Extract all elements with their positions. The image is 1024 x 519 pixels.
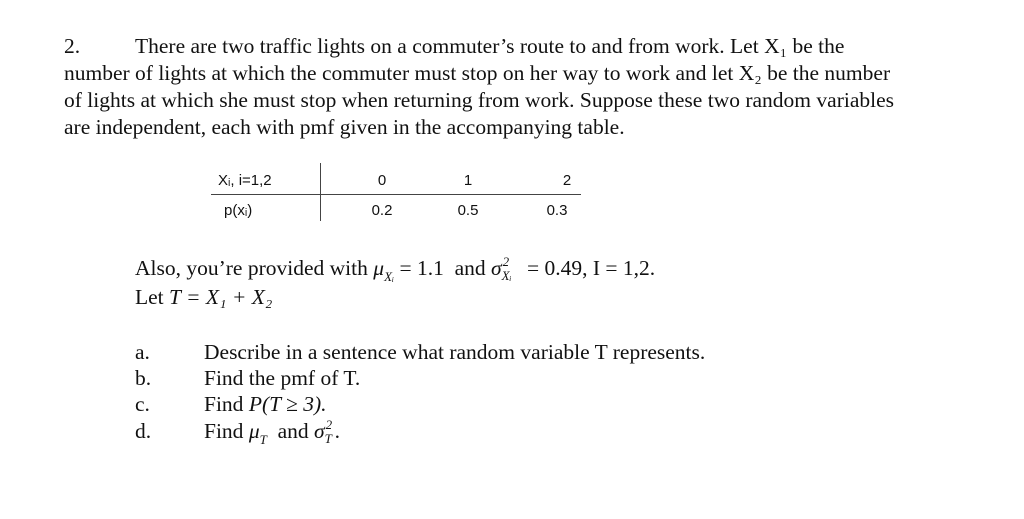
table-row-label-x: Xᵢ, i=1,2 xyxy=(218,172,272,189)
sigma-t-subscript: T xyxy=(324,431,332,446)
t-definition: T = X₁ + X₂ xyxy=(169,285,273,309)
mu-subscript: Xᵢ xyxy=(384,269,395,284)
sigma-t-superscript: 2 xyxy=(325,417,333,432)
table-vertical-rule xyxy=(320,163,321,221)
mu-t-symbol: μ xyxy=(248,419,260,443)
problem-number: 2. xyxy=(64,34,81,58)
sigma-t-symbol: σ xyxy=(314,419,325,443)
probability-expression: P(T ≥ 3). xyxy=(248,392,327,416)
question-letter: c. xyxy=(135,392,150,416)
intro-line-1: There are two traffic lights on a commuter’s route to and from work. Let X₁ be the xyxy=(135,34,845,58)
question-text: Find the pmf of T. xyxy=(204,366,361,390)
question-text xyxy=(204,418,340,448)
question-text: Describe in a sentence what random variable T represents. xyxy=(204,340,706,364)
intro-line-2: number of lights at which the commuter must stop on her way to work and let X₂ be the number xyxy=(64,61,891,85)
sigma-value: = 0.49, I = 1,2. xyxy=(526,256,656,280)
intro-line-3: of lights at which she must stop when returning from work. Suppose these two random variables xyxy=(64,88,894,112)
mu-symbol: μ xyxy=(373,256,385,280)
t-definition-line xyxy=(135,284,272,311)
period: . xyxy=(334,419,340,443)
mu-t-subscript: T xyxy=(259,432,267,447)
sigma-superscript: 2 xyxy=(502,254,510,269)
mu-value: = 1.1 xyxy=(399,256,444,280)
also-text: Also, you’re provided with xyxy=(135,256,368,280)
question-letter: a. xyxy=(135,340,150,364)
given-line xyxy=(135,255,655,285)
find-text: Find xyxy=(204,392,244,416)
table-x-value: 0 xyxy=(377,172,387,189)
table-probability: 0.2 xyxy=(371,202,393,219)
and-text: and xyxy=(277,419,309,443)
intro-line-4: are independent, each with pmf given in the accompanying table. xyxy=(64,115,625,139)
table-probability: 0.5 xyxy=(457,202,479,219)
table-x-value: 2 xyxy=(562,172,572,189)
sigma-symbol: σ xyxy=(491,256,502,280)
question-letter: b. xyxy=(135,366,152,390)
and-text: and xyxy=(454,256,486,280)
find-text: Find xyxy=(204,419,244,443)
table-horizontal-rule xyxy=(211,194,581,195)
question-text xyxy=(204,391,327,418)
table-x-value: 1 xyxy=(463,172,473,189)
table-probability: 0.3 xyxy=(546,202,568,219)
let-text: Let xyxy=(135,285,164,309)
question-letter: d. xyxy=(135,419,152,443)
table-row-label-p: p(xᵢ) xyxy=(224,202,253,219)
sigma-subscript: Xᵢ xyxy=(501,268,512,283)
